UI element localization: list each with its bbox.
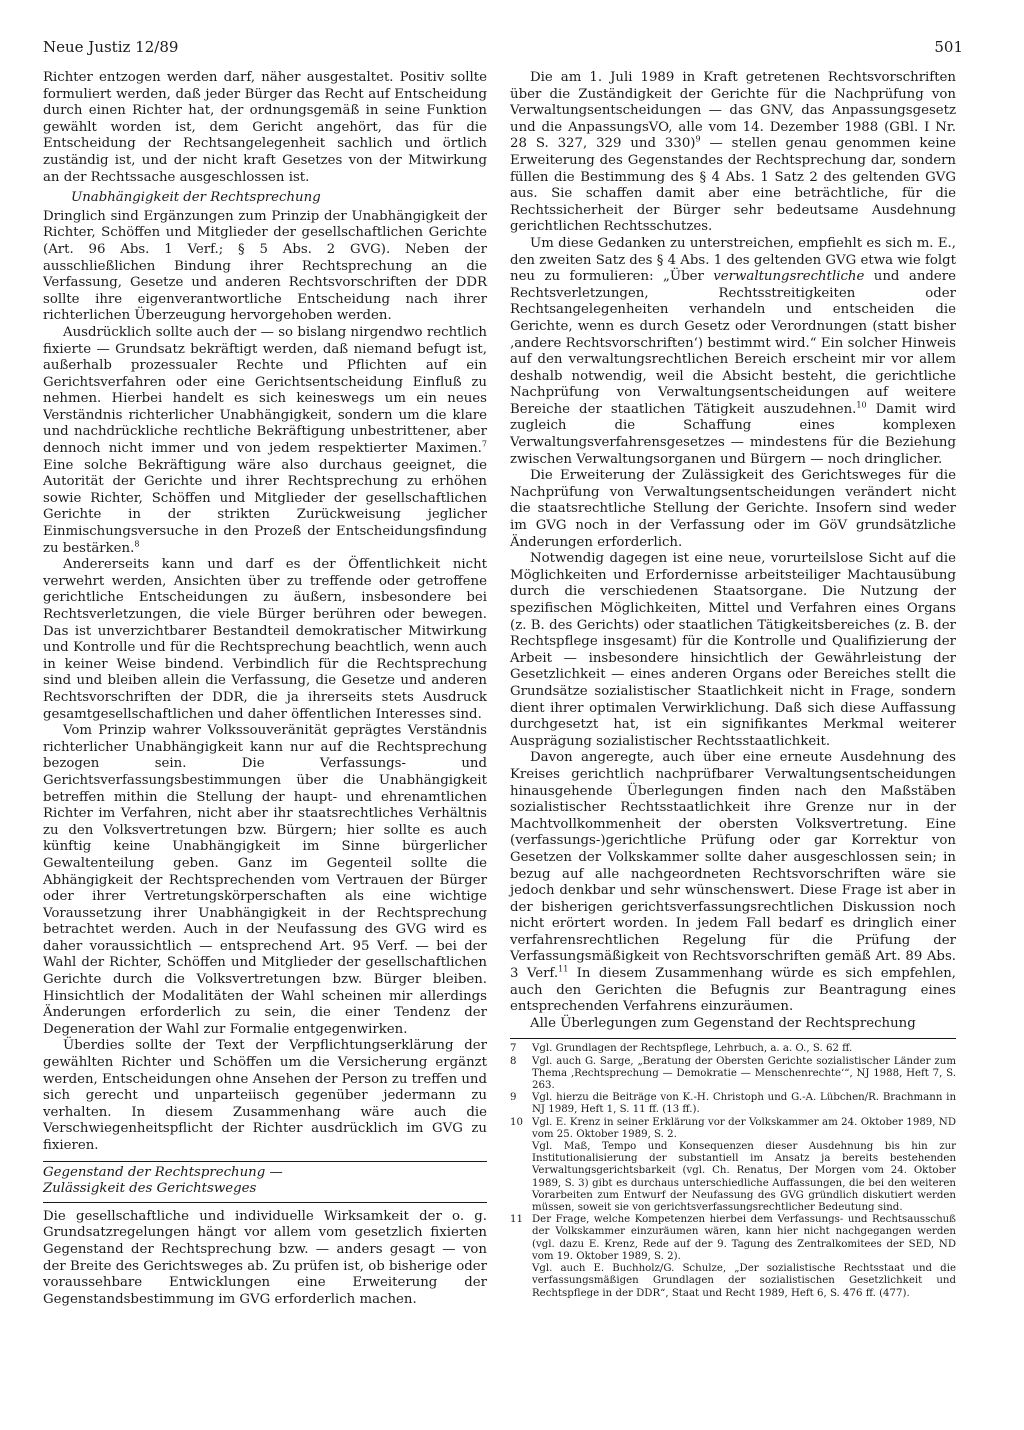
emphasis: verwaltungsrechtliche <box>713 269 865 285</box>
section-heading-line: Zulässigkeit des Gerichtsweges <box>43 1181 257 1197</box>
page-number: 501 <box>934 38 963 56</box>
footnote-ref: 8 <box>134 539 140 549</box>
footnote-number: 11 <box>510 1214 523 1226</box>
section-heading-independence: Unabhängigkeit der Rechtsprechung <box>71 190 321 206</box>
footnote-text: Der Frage, welche Kompetenzen hierbei dem Verfassungs- und Rechtsausschuß der Volkskammer einzuräumen wären, kann hier nicht nachgegangen werden (vgl. dazu E. Krenz, Rede auf der 9. Tagung des Zentralkomitees der SED, ND vom 19. Oktober 1989, S. 2). <box>532 1214 956 1262</box>
paragraph: Vom Prinzip wahrer Volkssouveränität geprägtes Verständnis richterlicher Unabhängigkeit kann nur auf die Rechtsprechung bezogen sein. Die Verfassungs- und Gerichtsverfassungsbestimmungen über die Unabhängigkeit betreffen mithin die Stellung der haupt- und ehrenamtlichen Richter im Verfahren, nicht aber ihr staatsrechtliches Verhältnis zu den Volksvertretungen bzw. Bürgern; hier sollte es auch künftig keine Unabhängigkeit im Sinne bürgerlicher Gewaltenteilung geben. Ganz im Gegenteil sollte die Abhängigkeit der Rechtsprechenden vom Vertrauen der Bürger oder ihrer Vertretungskörperschaften als eine wichtige Voraussetzung ihrer Unabhängigkeit in der Rechtsprechung betrachtet werden. Auch in der Neufassung des GVG wird es daher voraussichtlich — entsprechend Art. 95 Verf. — bei der Wahl der Richter, Schöffen und Mitglieder der gesellschaftlichen Gerichte durch die Volksvertretungen bzw. Bürger bleiben. Hinsichtlich der Modalitäten der Wahl scheinen mir allerdings Änderungen erforderlich zu sein, die einer Tendenz der Degeneration der Wahl zur Formalie entgegenwirken. <box>43 723 487 1037</box>
paragraph-text: — stellen genau genommen keine Erweiterung des Gegenstandes der Rechtsprechung dar, sondern füllen die Bestimmung des § 4 Abs. 1 Satz 2 des geltenden GVG aus. Sie schaffen damit aber eine beträchtliche, für die Rechtssicherheit der Bürger sehr bedeutsame Ausdehnung gerichtlichen Rechtsschutzes. <box>510 136 956 235</box>
paragraph: Dringlich sind Ergänzungen zum Prinzip der Unabhängigkeit der Richter, Schöffen und Mitglieder der gesellschaftlichen Gerichte (Art. 96 Abs. 1 Verf.; § 5 Abs. 2 GVG). Neben der ausschließlichen Bindung ihrer Rechtsprechung an die Verfassung, Gesetze und anderen Rechtsvorschriften der DDR sollte ihre eigenverantwortliche Entscheidung nach ihrer richterlichen Überzeugung hervorgehoben werden. <box>43 208 487 324</box>
section-heading-line: Gegenstand der Rechtsprechung — <box>43 1164 283 1180</box>
footnote-text: Vgl. Grundlagen der Rechtspflege, Lehrbuch, a. a. O., S. 62 ff. <box>532 1043 853 1055</box>
footnote-text: Vgl. E. Krenz in seiner Erklärung vor der Volkskammer am 24. Oktober 1989, ND vom 25. Oktober 1989, S. 2. <box>532 1116 956 1140</box>
footnote <box>510 1117 956 1141</box>
paragraph-text: Damit wird zugleich die Schaffung eines komplexen Verwaltungsverfahrensgesetzes — mindestens für die Beziehung zwischen Verwaltungsorganen und Bürgern — noch dringlicher. <box>510 401 956 467</box>
section-heading-box <box>43 1161 487 1203</box>
footnote-ref: 11 <box>558 964 569 974</box>
footnote <box>510 1056 956 1093</box>
footnote-number: 7 <box>510 1043 517 1055</box>
footnote-ref: 9 <box>695 134 701 144</box>
paragraph: Die Erweiterung der Zulässigkeit des Gerichtsweges für die Nachprüfung von Verwaltungsentscheidungen verändert nicht die staatsrechtliche Stellung der Gerichte. Insofern sind weder im GVG noch in der Verfassung oder im GöV grundsätzliche Änderungen erforderlich. <box>510 468 956 550</box>
paragraph-text: Die am 1. Juli 1989 in Kraft getretenen Rechtsvorschriften über die Zuständigkeit der Gerichte für die Nachprüfung von Verwaltungsentscheidungen — das GNV, das Anpassungsgesetz und die AnpassungsVO, alle vom 14. Dezember 1988 (GBl. I Nr. 28 S. 327, 329 und 330) <box>510 70 956 152</box>
paragraph <box>510 70 956 236</box>
footnote-text: Vgl. auch G. Sarge, „Beratung der Obersten Gerichte sozialistischer Länder zum Thema ‚Rechtsprechung — Demokratie — Menschenrechte‘“, NJ 1988, Heft 7, S. 263. <box>532 1055 956 1092</box>
footnote-text: Vgl. auch E. Buchholz/G. Schulze, „Der sozialistische Rechtsstaat und die verfassungsmäßigen Grundlagen der sozialistischen Gesetzlichkeit und Rechtspflege in der DDR“, Staat und Recht 1989, Heft 6, S. 476 ff. (477). <box>532 1263 956 1299</box>
paragraph-text: Davon angeregte, auch über eine erneute Ausdehnung des Kreises gerichtlich nachprüfbarer Verwaltungsentscheidungen hinausgehende Überlegungen finden nach den Maßstäben sozialistischer Rechtsstaatlichkeit ihre Grenze nur in der Machtvollkommenheit der obersten Volksvertretung. Eine (verfassungs-)gerichtliche Prüfung oder gar Korrektur von Gesetzen der Volkskammer sollte daher ausgeschlossen sein; in bezug auf alle nachgeordneten Rechtsvorschriften wäre sie jedoch denkbar und sehr wünschenswert. Diese Frage ist aber in der bisherigen gerichtsverfassungsrechtlichen Diskussion noch nicht erörtert worden. In jedem Fall bedarf es dringlich einer verfahrensrechtlichen Regelung für die Prüfung der Verfassungsmäßigkeit von Rechtsvorschriften gemäß Art. 89 Abs. 3 Verf. <box>510 750 956 982</box>
footnote <box>510 1214 956 1263</box>
footnote-text: Vgl. Maß, Tempo und Konsequenzen dieser Ausdehnung bis hin zur Institutionalisierung der substantiell im Ansatz ja bereits bestehenden Verwaltungsgerichtsbarkeit (vgl. Ch. Renatus, Der Morgen vom 24. Oktober 1989, S. 3) gibt es durchaus unterschiedliche Auffassungen, die bei den weiteren Vorarbeiten zum Entwurf der Neufassung des GVG gründlich diskutiert werden müssen, soweit sie von gerichtsverfassungsrechtlicher Bedeutung sind. <box>532 1141 956 1214</box>
footnote-ref: 7 <box>481 439 487 449</box>
paragraph: Andererseits kann und darf es der Öffentlichkeit nicht verwehrt werden, Ansichten über zu treffende oder getroffene gerichtliche Entscheidungen zu äußern, insbesondere bei Rechtsverletzungen, die viele Bürger berühren oder bewegen. Das ist unverzichtbarer Bestandteil demokratischer Mitwirkung und Kontrolle und für die Rechtsprechung beachtlich, wenn auch in keiner Weise bindend. Verbindlich für die Rechtsprechung sind und bleiben allein die Verfassung, die Gesetze und anderen Rechtsvorschriften der DDR, die ja ihrerseits stets Ausdruck gesamtgesellschaftlichen und daher öffentlichen Interesses sind. <box>43 557 487 722</box>
right-column <box>510 70 956 1300</box>
footnote-text: Vgl. hierzu die Beiträge von K.-H. Christoph und G.-A. Lübchen/R. Brachmann in NJ 1989, Heft 1, S. 11 ff. (13 ff.). <box>532 1092 956 1116</box>
footnote-number <box>510 1263 532 1300</box>
footnote-number: 8 <box>510 1055 517 1067</box>
footnote <box>510 1141 956 1214</box>
paragraph <box>510 750 956 1016</box>
paragraph: Die gesellschaftliche und individuelle Wirksamkeit der o. g. Grundsatzregelungen hängt vor allem vom gesetzlich fixierten Gegenstand der Rechtsprechung bzw. — anders gesagt — von der Breite des Gerichtsweges ab. Zu prüfen ist, ob bisherige oder voraussehbare Entwicklungen eine Erweiterung der Gegenstandsbestimmung im GVG erforderlich machen. <box>43 1208 487 1307</box>
footnote <box>510 1043 956 1055</box>
paragraph <box>510 236 956 468</box>
paragraph-text: In diesem Zusammenhang würde es sich empfehlen, auch den Gerichten die Befugnis zur Beantragung eines entsprechenden Verfahrens einzuräumen. <box>510 966 957 1015</box>
journal-title: Neue Justiz 12/89 <box>43 38 179 56</box>
paragraph-text: Ausdrücklich sollte auch der — so bislang nirgendwo rechtlich fixierte — Grundsatz bekräftigt werden, daß niemand befugt ist, außerhalb prozessualer Rechte und Pflichten auf ein Gerichtsverfahren oder eine Gerichtsentscheidung Einfluß zu nehmen. Hierbei handelt es sich keineswegs um ein neues Verständnis richterlicher Unabhängigkeit, sondern um die klare und nachdrückliche rechtliche Bekräftigung unbestrittener, aber dennoch nicht immer und von jedem respektierter Maximen. <box>43 324 487 457</box>
paragraph: Überdies sollte der Text der Verpflichtungserklärung der gewählten Richter und Schöffen um die Versicherung ergänzt werden, Entscheidungen ohne Ansehen der Person zu treffen und sich gerecht und unparteiisch gegenüber jedermann zu verhalten. In diesem Zusammenhang wäre auch die Verschwiegenheitspflicht der Richter ausdrücklich im GVG zu fixieren. <box>43 1038 487 1153</box>
footnote <box>510 1263 956 1300</box>
paragraph: Alle Überlegungen zum Gegenstand der Rechtsprechung <box>530 1015 916 1031</box>
paragraph: Notwendig dagegen ist eine neue, vorurteilslose Sicht auf die Möglichkeiten und Erfordernisse arbeitsteiliger Machtausübung durch die verschiedenen Staatsorgane. Die Nutzung der spezifischen Möglichkeiten, Mittel und Verfahren eines Organs (z. B. des Gerichts) oder staatlichen Tätigkeitsbereiches (z. B. der Rechtspflege insgesamt) für die Kontrolle und Qualifizierung der Arbeit — insbesondere hinsichtlich der Gewährleistung der Gesetzlichkeit — eines anderen Organs oder Bereiches stellt die Grundsätze sozialistischer Staatlichkeit nicht in Frage, sondern dient ihrer optimalen Verwirklichung. Daß sich diese Auffassung durchgesetzt hat, ist ein signifikantes Merkmal weiterer Ausprägung sozialistischer Rechtsstaatlichkeit. <box>510 551 956 749</box>
paragraph: Richter entzogen werden darf, näher ausgestaltet. Positiv sollte formuliert werden, daß jeder Bürger das Recht auf Entscheidung durch einen Richter hat, der ordnungsgemäß in seine Funktion gewählt worden ist, dem Gericht angehört, das für die Entscheidung der Rechtsangelegenheit sachlich und örtlich zuständig ist, und der nicht kraft Gesetzes von der Mitwirkung an der Rechtssache ausgeschlossen ist. <box>43 70 487 185</box>
footnote-number <box>510 1141 532 1214</box>
footnote-number: 9 <box>510 1092 517 1104</box>
running-head <box>43 38 963 62</box>
footnote-number: 10 <box>510 1116 523 1128</box>
paragraph-text: Um diese Gedanken zu unterstreichen, empfiehlt es sich m. E., den zweiten Satz des § 4 Abs. 1 des geltenden GVG etwa wie folgt neu zu formulieren: „Über <box>510 235 956 285</box>
footnote-ref: 10 <box>856 400 867 410</box>
footnote <box>510 1092 956 1116</box>
left-column <box>43 70 487 1308</box>
paragraph-text: und andere Rechtsverletzungen, Rechtsstreitigkeiten oder Rechtsangelegenheiten verhandeln und entscheiden die Gerichte, wenn es durch Gesetz oder Verordnungen (statt bisher ‚andere Rechtsvorschriften‘) bestimmt wird.“ Ein solcher Hinweis auf den verwaltungsrechtlichen Bereich erscheint mir vor allem deshalb notwendig, weil die Absicht besteht, die gerichtliche Nachprüfung von Verwaltungsentscheidungen auf weitere Bereiche der staatlichen Tätigkeit auszudehnen. <box>510 269 956 417</box>
paragraph-text: Eine solche Bekräftigung wäre also durchaus geeignet, die Autorität der Gerichte und ihrer Rechtsprechung zu erhöhen sowie Richter, Schöffen und Mitglieder der gesellschaftlichen Gerichte in der strikten Zurückweisung jeglicher Einmischungsversuche in den Prozeß der Entscheidungsfindung zu bestärken. <box>43 457 487 556</box>
footnotes <box>510 1038 956 1299</box>
paragraph <box>43 325 487 557</box>
